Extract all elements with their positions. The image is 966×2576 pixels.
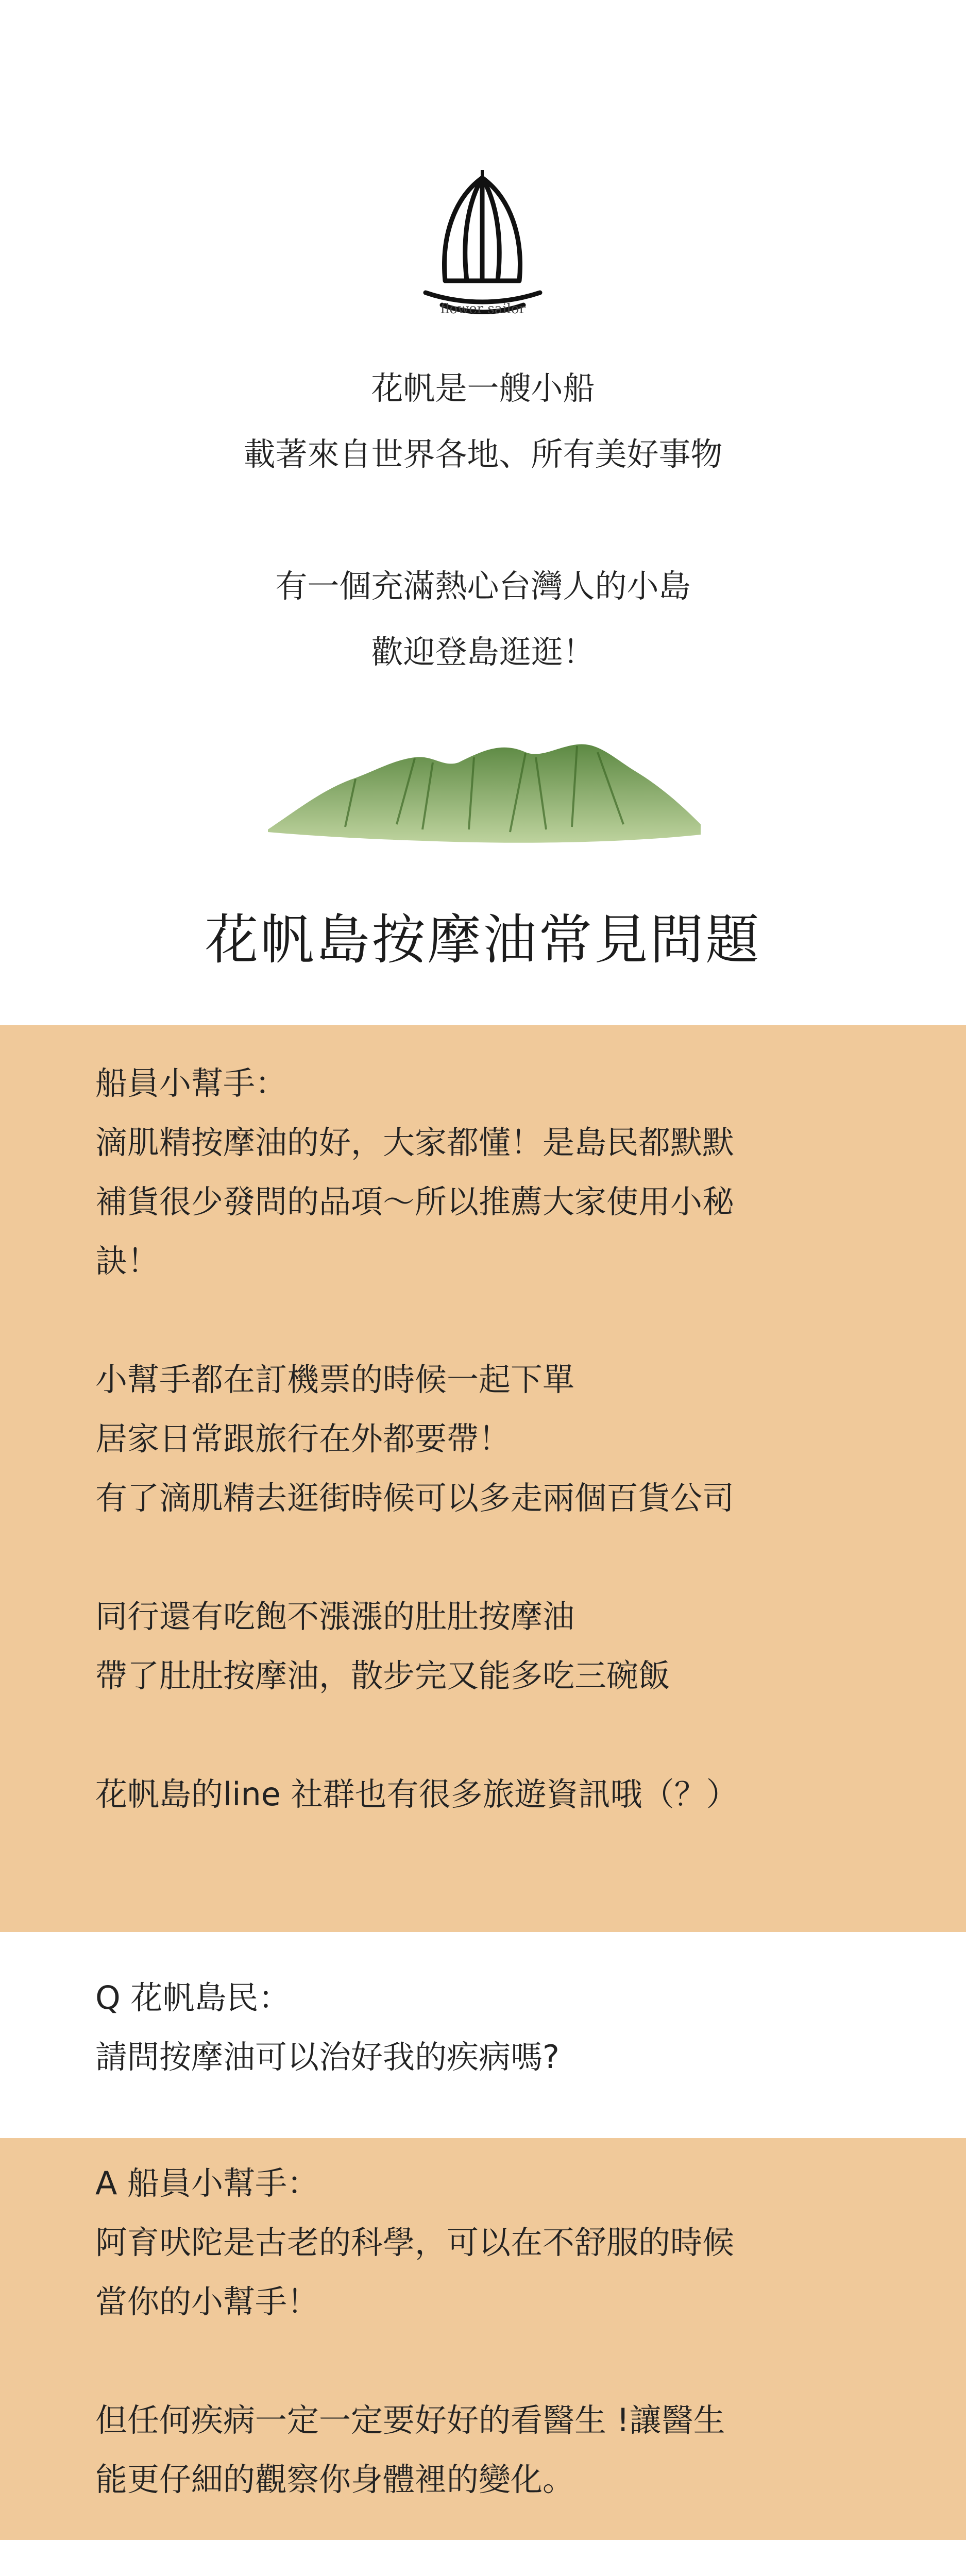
text-line xyxy=(95,2331,894,2391)
mountain-illustration xyxy=(268,721,701,850)
text-line: 同行還有吃飽不漲漲的肚肚按摩油 xyxy=(95,1598,575,1635)
text-line: 補貨很少發問的品項～所以推薦大家使用小秘 xyxy=(95,1183,735,1221)
intro-line: 花帆是一艘小船 xyxy=(371,369,595,407)
assistant-section xyxy=(95,1054,894,1824)
text-line xyxy=(95,1705,894,1765)
text-line: 帶了肚肚按摩油，散步完又能多吃三碗飯 xyxy=(95,1657,671,1694)
intro-line: 載著來自世界各地、所有美好事物 xyxy=(243,435,723,473)
intro-text xyxy=(0,355,966,685)
logo-subtitle: flower sailor xyxy=(440,301,526,317)
text-line: 船員小幫手： xyxy=(95,1064,287,1102)
intro-line: 有一個充滿熱心台灣人的小島 xyxy=(275,567,691,605)
question-section xyxy=(95,1968,894,2087)
text-line: 居家日常跟旅行在外都要帶！ xyxy=(95,1420,511,1458)
question-label: Q 花帆島民： xyxy=(95,1979,291,2016)
text-line: 阿育吠陀是古老的科學，可以在不舒服的時候 xyxy=(95,2224,735,2261)
text-line xyxy=(95,1528,894,1587)
text-line: 滴肌精按摩油的好，大家都懂！是島民都默默 xyxy=(95,1124,735,1161)
text-line xyxy=(95,1291,894,1350)
text-line: 有了滴肌精去逛街時候可以多走兩個百貨公司 xyxy=(95,1479,735,1517)
faq-title: 花帆島按摩油常見問題 xyxy=(205,908,761,971)
text-line: 但任何疾病一定一定要好好的看醫生 !讓醫生 xyxy=(95,2401,725,2439)
intro-line xyxy=(0,487,966,553)
text-line: 能更仔細的觀察你身體裡的變化。 xyxy=(95,2461,575,2498)
text-line: 花帆島的line 社群也有很多旅遊資訊哦（？） xyxy=(95,1775,738,1813)
text-line: 當你的小幫手！ xyxy=(95,2283,319,2320)
question-text: 請問按摩油可以治好我的疾病嗎? xyxy=(95,2038,560,2076)
intro-line: 歡迎登島逛逛！ xyxy=(371,633,595,671)
text-line: 小幫手都在訂機票的時候一起下單 xyxy=(95,1361,575,1398)
answer-label: A 船員小幫手： xyxy=(95,2164,319,2202)
text-line: 訣！ xyxy=(95,1242,160,1280)
answer-section xyxy=(95,2154,894,2509)
